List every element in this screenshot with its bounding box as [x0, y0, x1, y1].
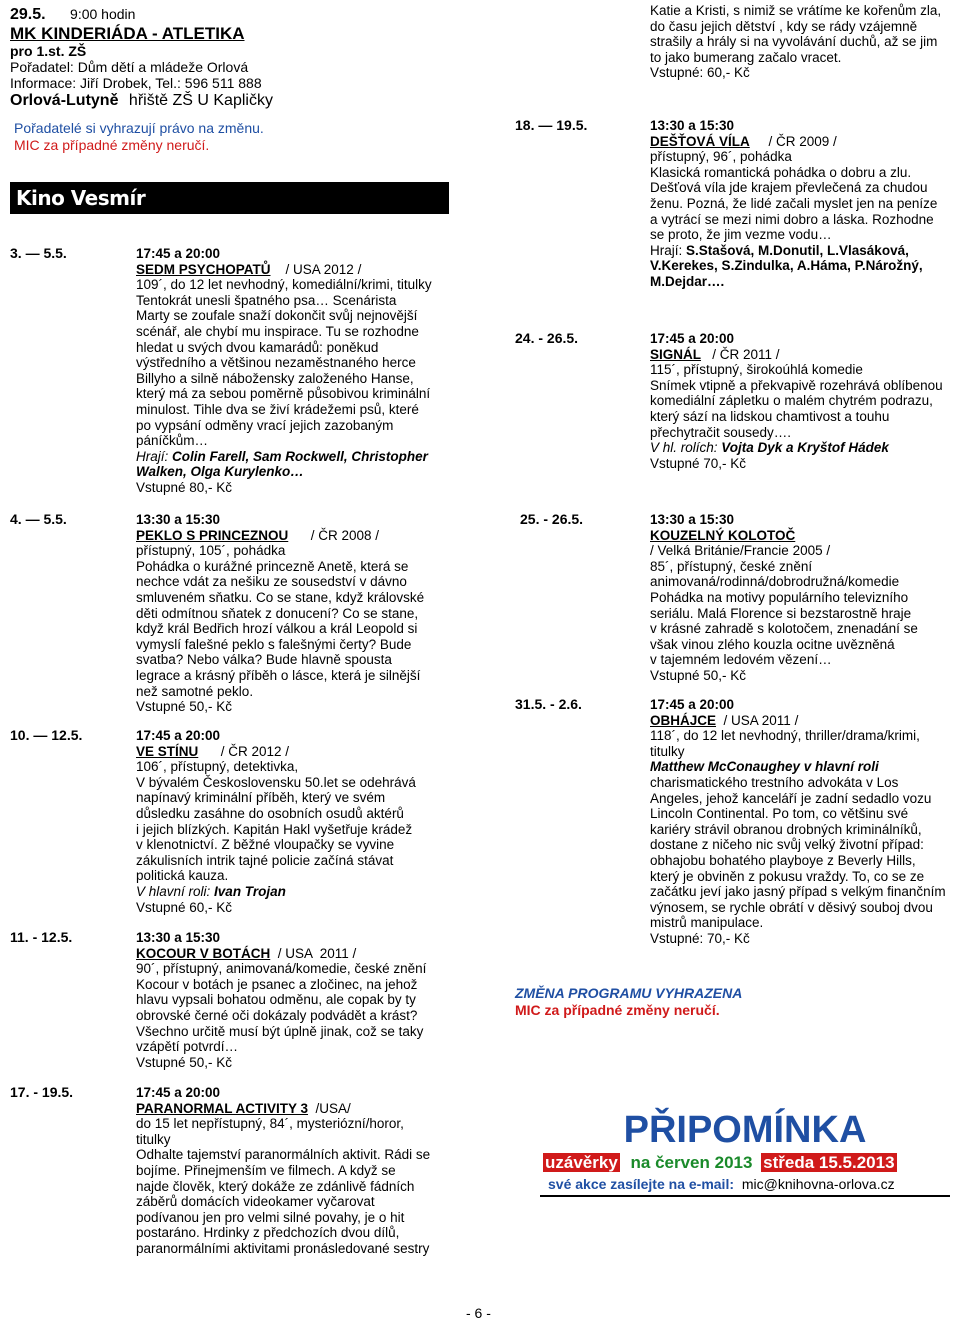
- right-date: 31.5. - 2.6.: [515, 696, 582, 712]
- left-text-line: po vypsání odměny vrací jejich zazobaným: [136, 417, 394, 433]
- left-text-line: záběrů domácích videokamer vyčarovat: [136, 1194, 375, 1210]
- right-text-line: Klasická romantická pohádka o dobru a zlu.: [650, 164, 912, 180]
- change-notice: [515, 985, 742, 1019]
- right-text-line: a vytrácí se mezi nimi dobro a láska. Rozhodne: [650, 211, 934, 227]
- left-text-line: V hlavní roli: Ivan Trojan: [136, 883, 286, 899]
- left-text-line: Tentokrát unesli špatného psa… Scenárista: [136, 292, 397, 308]
- right-event: [650, 331, 943, 471]
- left-date: 11. - 12.5.: [10, 929, 73, 945]
- left-text-line: napínavý kriminální příběh, který ve svém: [136, 790, 386, 806]
- right-text-line: seriálu. Malá Florence si bezstarostně hraje: [650, 605, 912, 621]
- left-text-line: Marty se zoufale snaží dokončit svůj nejnovější: [136, 308, 418, 324]
- right-text-line: výnosem, se rychle obrátí v děsivý souboj dvou: [650, 899, 933, 915]
- continued-text-line: to jako bumerang začalo vracet.: [650, 49, 842, 65]
- left-text-line: najde člověk, který dokáže ze zdánlivě fádních: [136, 1178, 415, 1194]
- top-event-subtitle: pro 1.st. ZŠ: [10, 43, 87, 59]
- left-text-line: v klenotnictví. Z běžné vloupačky se vyvine: [136, 837, 395, 853]
- top-event-time: 9:00 hodin: [70, 6, 136, 22]
- left-text-line: Vstupné 60,- Kč: [136, 899, 233, 915]
- change-notice-line-2: MIC za případné změny neručí.: [515, 1002, 720, 1018]
- left-text-line: zákulisních intrik tajné policie začíná stávat: [136, 852, 394, 868]
- right-text-line: Hrají: S.Stašová, M.Donutil, L.Vlasáková,: [650, 242, 909, 258]
- right-text-line: 85´, přístupný, české znění: [650, 558, 813, 574]
- left-title: VE STÍNU / ČR 2012 /: [136, 743, 290, 759]
- left-text-line: důsledku zasáhne do osobních osudů aktérů: [136, 805, 404, 821]
- left-time: 17:45 a 20:00: [136, 246, 221, 261]
- right-text-line: se proto, že jim vezme vodu…: [650, 227, 832, 243]
- right-text-line: Angeles, jehož kanceláří je zadní sedadlo vozu: [650, 790, 932, 806]
- left-text-line: Vstupné 50,- Kč: [136, 1054, 233, 1070]
- left-text-line: nechce vdát za nešiku ze sousedství v dávno: [136, 574, 407, 590]
- left-text-line: legrace a krásný příběh o lásce, která je silnější: [136, 667, 421, 683]
- left-text-line: 90´, přístupný, animovaná/komedie, české znění: [136, 961, 427, 977]
- left-text-line: Pohádka o kurážné princezně Anetě, která se: [136, 558, 409, 574]
- right-title: OBHÁJCE / USA 2011 /: [650, 712, 799, 728]
- left-text-line: Billyho a silně nábožensky založeného Hanse,: [136, 370, 414, 386]
- right-text-line: Pohádka na motivy populárního televizního: [650, 589, 909, 605]
- left-text-line: vzápětí potvrdí…: [136, 1039, 239, 1055]
- left-text-line: paranormálními aktivitami pronásledované sestry: [136, 1240, 430, 1256]
- right-text-line: / Velká Británie/Francie 2005 /: [650, 543, 831, 559]
- right-event: [650, 512, 918, 684]
- right-text-line: Vstupné 50,- Kč: [650, 667, 747, 683]
- right-title: DEŠŤOVÁ VÍLA / ČR 2009 /: [650, 133, 837, 149]
- right-date: 24. - 26.5.: [515, 330, 579, 346]
- top-event: [10, 5, 273, 111]
- left-date: 4. — 5.5.: [10, 511, 67, 527]
- right-text-line: animovaná/rodinná/dobrodružná/komedie: [650, 574, 900, 590]
- right-text-line: M.Dejdar….: [650, 273, 725, 289]
- right-time: 17:45 a 20:00: [650, 331, 735, 346]
- page-number: - 6 -: [466, 1305, 491, 1321]
- right-time: 17:45 a 20:00: [650, 697, 735, 712]
- right-text-line: Dešťová víla jde krajem převlečená za chudou: [650, 180, 928, 196]
- reminder-label: uzávěrky: [545, 1153, 618, 1172]
- left-event: [136, 1085, 430, 1257]
- right-event: [650, 118, 937, 290]
- continued-price: Vstupné: 60,- Kč: [650, 65, 750, 81]
- right-text-line: 118´, do 12 let nevhodný, thriller/drama/krimi,: [650, 728, 920, 744]
- right-time: 13:30 a 15:30: [650, 118, 735, 133]
- reminder-divider: [540, 1195, 950, 1197]
- kino-heading: Kino Vesmír: [10, 182, 449, 214]
- top-event-title: MK KINDERIÁDA - ATLETIKA: [10, 24, 245, 43]
- left-text-line: obrovské černé oči dokázaly podvádět a krást?: [136, 1007, 418, 1023]
- left-title: PEKLO S PRINCEZNOU / ČR 2008 /: [136, 527, 380, 543]
- top-event-city: Orlová-Lutyně: [10, 92, 119, 109]
- right-text-line: mistrů manipulace.: [650, 915, 764, 931]
- top-event-date: 29.5.: [10, 6, 46, 23]
- right-text-line: přechytračit sousedy….: [650, 424, 792, 440]
- right-text-line: který je obviněn z pokusu vraždy. To, co se ze: [650, 868, 925, 884]
- left-text-line: bojíme. Přinejmenším ve filmech. A když se: [136, 1162, 396, 1178]
- top-event-organizer: Pořadatel: Dům dětí a mládeže Orlová: [10, 59, 249, 75]
- left-text-line: hlavu vypsali bohatou odměnu, ale copak by ty: [136, 992, 416, 1008]
- reminder-send-text: své akce zasílejte na e-mail:: [548, 1176, 734, 1192]
- left-text-line: i jejich blízkých. Kapitán Hakl vyšetřuje krádež: [136, 821, 413, 837]
- left-text-line: výstředního a většinou nezaměstnaného herce: [136, 355, 416, 371]
- right-text-line: komediální zápletku o malém chytrém podrazu,: [650, 393, 933, 409]
- left-text-line: politická kauza.: [136, 868, 229, 884]
- right-time: 13:30 a 15:30: [650, 512, 735, 527]
- left-text-line: do 15 let nepřístupný, 84´, mysteriózní/horor,: [136, 1116, 404, 1132]
- right-text-line: dostane z ničeho nic svůj velký životní případ:: [650, 837, 924, 853]
- change-notice-line-1: ZMĚNA PROGRAMU VYHRAZENA: [515, 985, 743, 1001]
- left-text-line: Všechno určitě musí být úplně jinak, což se taky: [136, 1023, 424, 1039]
- left-event: [136, 728, 416, 915]
- continued-text-line: strašily a hrály si na vyvolávání duchů, až se jim: [650, 34, 938, 50]
- right-text-line: však vinou zlého kouzla ocitne uvězněná: [650, 636, 895, 652]
- left-text-line: když král Bedřich hrozí válkou a král Leopold si: [136, 621, 418, 637]
- continued-text-line: Katie a Kristi, s nimiž se vrátíme ke kořenům zla,: [650, 3, 942, 18]
- reminder-title: PŘIPOMÍNKA: [623, 1109, 867, 1151]
- right-date: 25. - 26.5.: [520, 511, 584, 527]
- continued-text-line: do času jejich dětství , kdy se rády vzájemně: [650, 18, 918, 34]
- right-text-line: charismatického trestního advokáta v Los: [650, 774, 899, 790]
- right-text-line: přístupný, 96´, pohádka: [650, 149, 792, 165]
- top-event-info: Informace: Jiří Drobek, Tel.: 596 511 888: [10, 75, 262, 91]
- reminder-email[interactable]: mic@knihovna-orlova.cz: [741, 1176, 895, 1192]
- right-text-line: Matthew McConaughey v hlavní roli: [650, 759, 879, 775]
- left-event: [136, 930, 426, 1070]
- top-event-place: hřiště ZŠ U Kapličky: [128, 92, 273, 109]
- left-text-line: Kocour v botách je psanec a zločinec, na jehož: [136, 976, 418, 992]
- continued-description: [650, 3, 941, 81]
- left-text-line: páníčkům…: [136, 433, 209, 449]
- right-text-line: V hl. rolích: Vojta Dyk a Kryštof Hádek: [650, 440, 889, 456]
- left-event: [136, 246, 432, 496]
- right-text-line: který sází na lidskou chamtivost a touhu: [650, 408, 890, 424]
- left-text-line: minulost. Tihle dva se živí krádežemi psů, které: [136, 401, 419, 417]
- right-text-line: Vstupné 70,- Kč: [650, 455, 747, 471]
- right-event: [650, 697, 946, 947]
- right-date: 18. — 19.5.: [515, 117, 588, 133]
- right-text-line: Snímek vtipně a překvapivě rozehrává oblíbenou: [650, 377, 943, 393]
- left-text-line: svatba? Nebo válka? Bude hlavně spousta: [136, 652, 392, 668]
- right-text-line: ženu. Pozná, že lidé začali myslet jen na peníze: [650, 195, 938, 211]
- left-time: 13:30 a 15:30: [136, 512, 221, 527]
- left-text-line: Hrají: Colin Farell, Sam Rockwell, Christopher: [136, 448, 428, 464]
- left-title: SEDM PSYCHOPATŮ / USA 2012 /: [136, 261, 362, 277]
- right-title: KOUZELNÝ KOLOTOČ: [650, 527, 796, 543]
- left-text-line: vymyslí falešné peklo s falešnými čerty? Bude: [136, 636, 412, 652]
- left-date: 10. — 12.5.: [10, 727, 83, 743]
- right-text-line: Vstupné: 70,- Kč: [650, 930, 750, 946]
- reminder-box: [540, 1108, 950, 1197]
- left-text-line: hledat u svých dvou kamarádů: poněkud: [136, 339, 379, 355]
- right-text-line: v tajemném ledovém vězení…: [650, 652, 832, 668]
- left-text-line: než samotné peklo.: [136, 683, 254, 699]
- right-text-line: titulky: [650, 743, 685, 759]
- left-date: 3. — 5.5.: [10, 245, 67, 261]
- left-text-line: Vstupné 80,- Kč: [136, 479, 233, 495]
- left-time: 17:45 a 20:00: [136, 728, 221, 743]
- left-event: [136, 512, 424, 715]
- left-time: 17:45 a 20:00: [136, 1085, 221, 1100]
- left-text-line: podívanou jen pro velmi silné povahy, je o hit: [136, 1209, 405, 1225]
- left-text-line: smluveném sňatku. Co se stane, když královské: [136, 589, 425, 605]
- right-text-line: kariéry strávil obranou drobných kriminálníků,: [650, 821, 922, 837]
- right-text-line: začátku jeví jako jasný případ s velkým finančním: [650, 884, 946, 900]
- left-text-line: titulky: [136, 1131, 171, 1147]
- reminder-deadline: středa 15.5.2013: [763, 1153, 895, 1172]
- left-text-line: 106´, přístupný, detektivka,: [136, 759, 299, 775]
- right-text-line: 115´, přístupný, širokoúhlá komedie: [650, 362, 863, 378]
- left-text-line: Odhalte tajemství paranormálních aktivit. Rádi se: [136, 1147, 431, 1163]
- left-text-line: přístupný, 105´, pohádka: [136, 543, 286, 559]
- left-text-line: děti odmítnou sňatek z donucení? Co se stane,: [136, 605, 419, 621]
- left-text-line: Vstupné 50,- Kč: [136, 699, 233, 715]
- reminder-month: na červen 2013: [630, 1153, 753, 1172]
- right-text-line: Lincoln Continental. Po tom, co většinu své: [650, 806, 909, 822]
- left-time: 13:30 a 15:30: [136, 930, 221, 945]
- left-text-line: který má za sebou poměrně působivou kriminální: [136, 386, 431, 402]
- right-title: SIGNÁL / ČR 2011 /: [650, 346, 780, 362]
- right-text-line: v krásné zahradě s kolotočem, znenadání se: [650, 621, 918, 637]
- organizer-notice: [14, 120, 264, 154]
- left-text-line: postaráno. Hrdinky z předchozích dvou dílů,: [136, 1225, 400, 1241]
- notice-line-1: Pořadatelé si vyhrazují právo na změnu.: [14, 120, 264, 136]
- left-date: 17. - 19.5.: [10, 1084, 74, 1100]
- left-title: PARANORMAL ACTIVITY 3 /USA/: [136, 1100, 351, 1116]
- left-text-line: Walken, Olga Kurylenko…: [136, 464, 304, 480]
- right-text-line: V.Kerekes, S.Zindulka, A.Háma, P.Nárožný,: [650, 258, 923, 274]
- left-text-line: scénář, ale chybí mu inspirace. Tu se rozhodne: [136, 323, 419, 339]
- left-title: KOCOUR V BOTÁCH / USA 2011 /: [136, 945, 357, 961]
- left-text-line: 109´, do 12 let nevhodný, komediální/krimi, titulky: [136, 277, 432, 293]
- right-text-line: obhajobu bohatého playboye z Beverly Hills,: [650, 852, 916, 868]
- left-text-line: V bývalém Československu 50.let se odehrává: [136, 774, 416, 790]
- notice-line-2: MIC za případné změny neručí.: [14, 137, 210, 153]
